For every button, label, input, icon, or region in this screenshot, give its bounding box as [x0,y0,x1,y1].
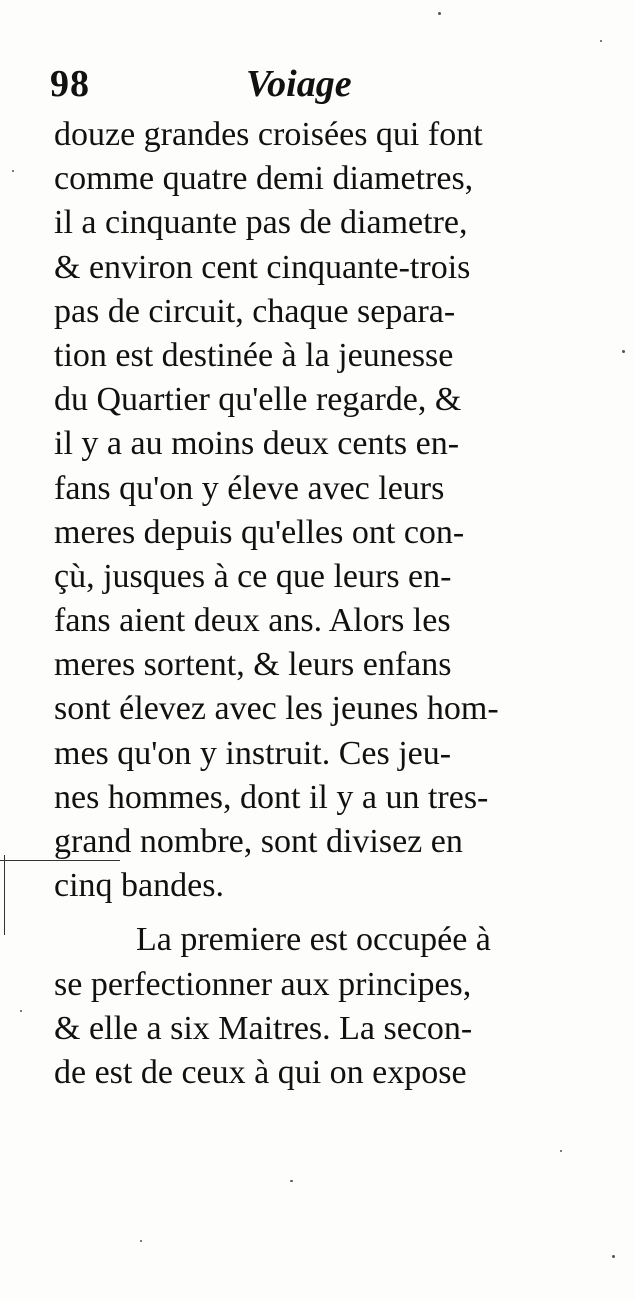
page-header [50,62,590,112]
text-line: pas de circuit, chaque separa- [54,292,456,330]
scan-speck [560,1150,562,1152]
scan-speck [20,1010,22,1012]
text-line: sont élevez avec les jeunes hom- [54,690,499,728]
body-text [54,113,599,1095]
paragraph-first-line: La premiere est occupée à [136,921,491,959]
text-line: meres sortent, & leurs enfans [54,646,452,684]
text-line: & elle a six Maitres. La secon- [54,1009,473,1047]
text-line: & environ cent cinquante-trois [54,248,471,286]
running-title: Voiage [246,63,352,105]
scan-speck [600,40,602,42]
text-line: cinq bandes. [54,867,224,905]
scan-speck [12,170,14,172]
text-line: du Quartier qu'elle regarde, & [54,381,462,419]
text-line: il y a au moins deux cents en- [54,425,460,463]
text-line: douze grandes croisées qui font [54,116,483,153]
text-line: de est de ceux à qui on expose [54,1053,467,1091]
scan-margin-line [0,860,120,861]
text-line: se perfectionner aux principes, [54,965,472,1003]
scan-speck [622,350,625,353]
page-number: 98 [50,63,90,105]
text-line: çù, jusques à ce que leurs en- [54,557,452,595]
text-line: nes hommes, dont il y a un tres- [54,778,489,816]
text-line: fans aient deux ans. Alors les [54,602,451,640]
scan-speck [140,1240,142,1242]
scan-speck [290,1180,293,1182]
scan-speck [612,1255,615,1258]
scan-margin-mark [4,855,5,935]
text-line: grand nombre, sont divisez en [54,823,463,860]
paragraph-gap [54,908,599,918]
text-line: fans qu'on y éleve avec leurs [54,469,445,507]
text-line: comme quatre demi diametres, [54,160,474,198]
text-line: mes qu'on y instruit. Ces jeu- [54,734,452,772]
text-line: meres depuis qu'elles ont con- [54,513,465,551]
text-line: tion est destinée à la jeunesse [54,336,454,374]
scan-speck [438,12,441,15]
text-line: il a cinquante pas de diametre, [54,204,468,242]
